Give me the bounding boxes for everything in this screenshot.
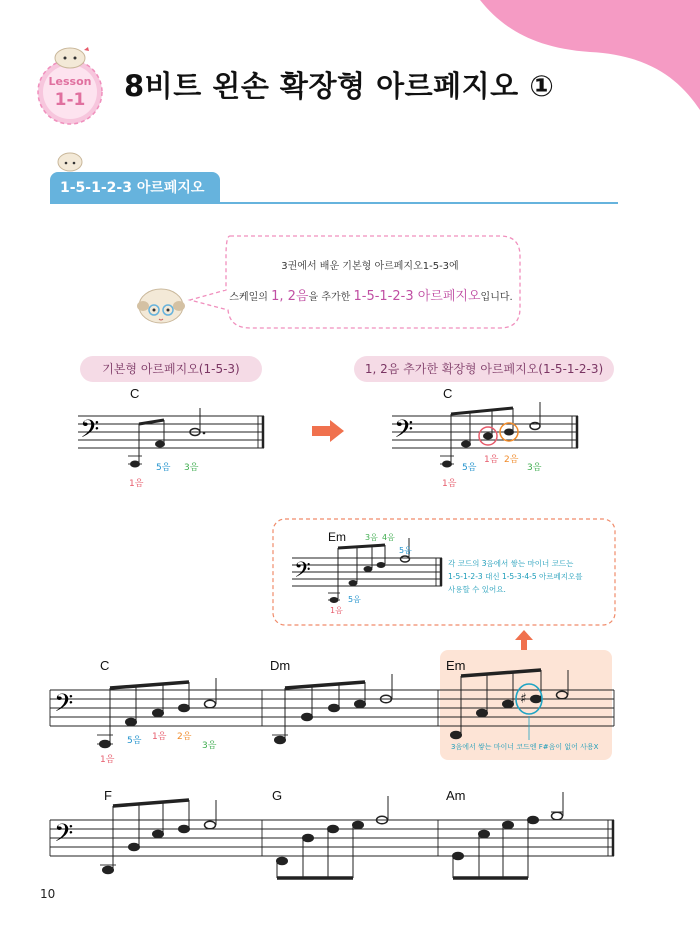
chord-symbol: Em: [446, 658, 466, 673]
svg-text:𝄢: 𝄢: [394, 415, 414, 450]
basic-staff: [78, 408, 268, 478]
section-tab: [50, 172, 220, 202]
note-label-fifth: 5음: [156, 463, 171, 473]
chord-symbol: C: [100, 658, 110, 673]
sheep-icon: [56, 150, 84, 174]
note-label-root: 1음: [100, 755, 115, 765]
note-label-root: 1음: [484, 455, 499, 465]
note-label-fifth: 5음: [399, 546, 412, 555]
speech-highlight-arpeggio: 1-5-1-2-3 아르페지오: [353, 289, 481, 304]
speech-line-2: [226, 285, 516, 304]
speech-line-2-suffix: 입니다.: [480, 292, 513, 303]
tip-text-line-2: 1-5-1-2-3 대신 1-5-3-4-5 아르페지오를: [448, 572, 583, 581]
page-title: 8비트 왼손 확장형 아르페지오 ①: [124, 69, 555, 103]
chord-symbol: C: [443, 386, 453, 401]
svg-text:𝄢: 𝄢: [54, 689, 74, 724]
svg-text:𝄢: 𝄢: [294, 558, 311, 588]
note-label-fifth: 5음: [348, 595, 361, 604]
sheep-mascot-icon: [135, 286, 187, 330]
svg-text:𝄢: 𝄢: [80, 415, 100, 450]
staff-row-2: [50, 802, 616, 882]
note-label-third: 3음: [527, 463, 542, 473]
arrow-up-icon: [515, 630, 533, 652]
svg-text:𝄢: 𝄢: [54, 819, 74, 854]
badge-lesson-number: 1-1: [54, 90, 86, 110]
note-label-third: 3음: [202, 741, 217, 751]
tip-text-line-1: 각 코드의 3음에서 쌓는 마이너 코드는: [448, 559, 574, 568]
svg-text:♯: ♯: [520, 691, 527, 707]
chord-symbol: F: [104, 788, 112, 803]
arrow-right-icon: [312, 420, 344, 442]
extended-arpeggio-pill: 1, 2음 추가한 확장형 아르페지오(1-5-1-2-3): [354, 356, 614, 382]
note-label-root: 1음: [330, 606, 343, 615]
em-warning-note: 3음에서 쌓는 마이너 코드엔 F#음이 없어 사용X: [451, 743, 599, 751]
note-label-root: 1음: [129, 479, 144, 489]
note-label-fourth: 4음: [382, 533, 395, 542]
chord-symbol: Dm: [270, 658, 291, 673]
badge-lesson-text: Lesson: [48, 75, 92, 88]
chord-symbol: C: [130, 386, 140, 401]
tip-staff: [292, 552, 444, 610]
speech-line-2-middle: 을 추가한: [308, 292, 354, 303]
tip-text-line-3: 사용할 수 있어요.: [448, 585, 506, 594]
note-label-second: 2음: [504, 455, 519, 465]
section-divider: [50, 202, 618, 204]
note-label-root: 1음: [152, 732, 167, 742]
chord-symbol: Am: [446, 788, 466, 803]
speech-line-1: 3권에서 배운 기본형 아르페지오1-5-3에: [281, 261, 459, 272]
note-label-root: 1음: [442, 479, 457, 489]
speech-bubble: [180, 232, 525, 332]
page-number: 10: [40, 887, 56, 901]
basic-arpeggio-pill: 기본형 아르페지오(1-5-3): [80, 356, 262, 382]
extended-staff: [392, 408, 582, 478]
note-label-third: 3음: [365, 533, 378, 542]
speech-line-2-prefix: 스케일의: [229, 292, 272, 303]
tip-chord-symbol: Em: [328, 530, 346, 544]
speech-highlight-notes: 1, 2음: [271, 289, 309, 304]
note-label-third: 3음: [184, 463, 199, 473]
note-label-fifth: 5음: [462, 463, 477, 473]
section-tab-label: 1-5-1-2-3 아르페지오: [60, 180, 205, 196]
chord-symbol: G: [272, 788, 283, 803]
lesson-badge: [32, 42, 108, 128]
note-label-second: 2음: [177, 732, 192, 742]
note-label-fifth: 5음: [127, 736, 142, 746]
